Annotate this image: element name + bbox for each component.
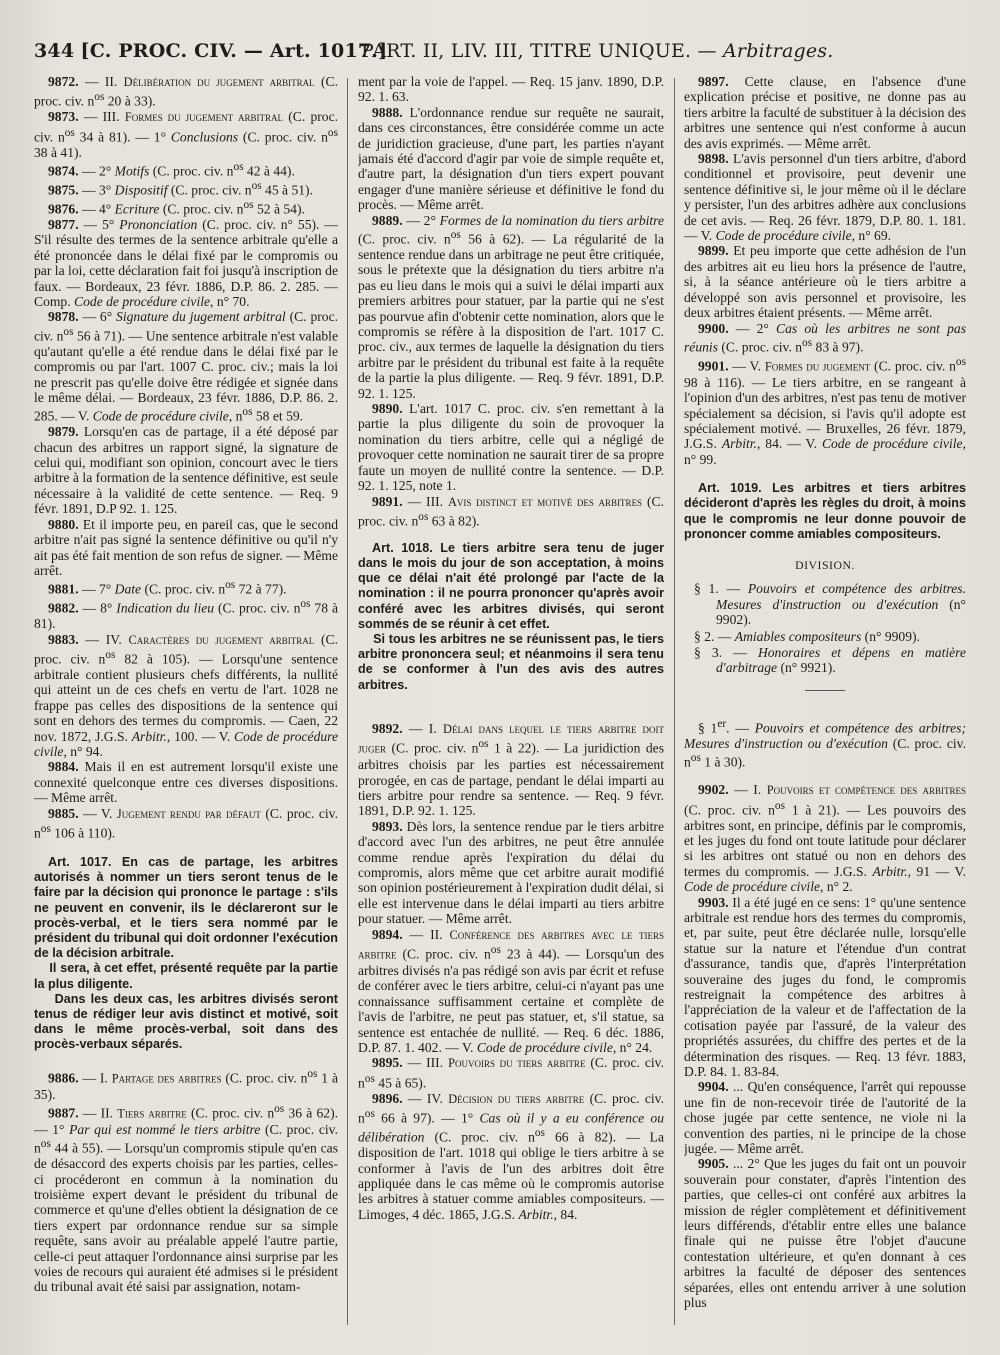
paragraph: 9885. — V. Jugement rendu par défaut (C. proc. civ. $n^{os}$ 106 à 110).	[34, 805, 338, 841]
header-right-italic: Arbitrages.	[722, 40, 834, 62]
section-divider	[805, 690, 845, 691]
column-rule	[674, 78, 675, 1325]
division-item: § 3. — Honoraires et dépens en matière d'arbitrage (n° 9921).	[694, 645, 966, 676]
division-heading: DIVISION.	[795, 558, 855, 573]
division-item: § 2. — Amiables compositeurs (n° 9909).	[694, 628, 920, 644]
statute-article: Art. 1017. En cas de partage, les arbitres autorisés à nommer un tiers seront tenus de le faire par la décision qui prononce le partage : s'ils ne peuvent en convenir, ils le déclareront sur le procès-verbal, et le tiers sera nommé par le président du tribunal qui doit ordonner l'exécution de la décision arbitrale. Il sera, à cet effet, présenté requête par la partie la plus diligente. Dans les deux cas, les arbitres divisés seront tenus de rédiger leur avis distinct et motivé, soit dans le même procès-verbal, soit dans des procès-verbaux séparés.	[34, 854, 338, 1052]
paragraph: 9889. — 2° Formes de la nomination du tiers arbitre (C. proc. civ. $n^{os}$ 56 à 62). — La régularité de la sentence rendue dans un arbitrage ne peut être critiquée, sous le prétexte que la désignation du tiers arbitre n'a pas eu lieu dans le mois qui a suivi le délai imparti aux premiers arbitres pour statuer, par la partie qui ne s'est pas pourvue afin d'obtenir cette nomination, alors que le compromis se réfère à la disposition de l'art. 1017 C. proc. civ., aux termes de laquelle la désignation du tiers arbitre par le président du tribunal est faite à la requête de la partie la plus diligente. — Req. 9 févr. 1891, D.P. 92. 1. 125.	[358, 212, 664, 401]
paragraph: 9875. — 3° Dispositif (C. proc. civ. $n^{os}$ 45 à 51).	[48, 180, 313, 198]
paragraph: 9899. Et peu importe que cette adhésion de l'un des arbitres ait eu lieu hors la présence de l'autre, si, à la séance antérieure où le tiers arbitre a développé son avis personnel et provisoire, les deux arbitres étaient présents. — Même arrêt.	[684, 243, 966, 321]
division-item: § 1. — Pouvoirs et compétence des arbitres. Mesures d'instruction ou d'exécution (n° 9902).	[694, 581, 966, 628]
page-number: 344	[34, 40, 75, 62]
paragraph: 9905. ... 2° Que les juges du fait ont un pouvoir souverain pour constater, d'après l'intention des parties, que celles-ci ont conféré aux arbitres la mission de régler complètement et définitivement leurs différends, d'établir entre elles une balance finale qui ne puisse être l'objet d'aucune contestation ultérieure, et qu'en donnant à ces arbitres la faculté de déposer des sentences séparées, elles ont entendu arriver à une solution plus	[684, 1156, 966, 1311]
spacer	[358, 709, 664, 721]
paragraph: 9891. — III. Avis distinct et motivé des arbitres (C. proc. civ. $n^{os}$ 63 à 82).	[358, 493, 664, 529]
paragraph: 9894. — II. Conférence des arbitres avec le tiers arbitre (C. proc. civ. $n^{os}$ 23 à 44). — Lorsqu'un des arbitres divisés n'a pas rédigé son avis par écrit et refuse de conférer avec le tiers arbitre, celui-ci n'ayant pas une connaissance suffisamment certaine et complète de l'avis de l'arbitre, ne peut pas statuer, et, s'il statue, sa sentence est entachée de nullité. — Req. 6 déc. 1886, D.P. 87. 1. 402. — V. Code de procédure civile, n° 24.	[358, 926, 664, 1056]
paragraph: 9903. Il a été jugé en ce sens: 1° qu'une sentence arbitrale est rendue hors des termes du compromis, et, par suite, peut être déclarée nulle, lorsqu'elle statue sur la nature et l'étendue d'un contrat d'assurance, tandis que, d'après l'interprétation souveraine des juges du fond, le compromis restreignait la compétence des arbitres à l'appréciation de la valeur et de l'affectation de la cotisation payée par l'assuré, de la valeur des propriétés assurées, du chiffre des pertes et de la détermination des risques. — Req. 13 févr. 1883, D.P. 84. 1. 83-84.	[684, 894, 966, 1079]
column-rule	[347, 78, 348, 1325]
paragraph: 9896. — IV. Décision du tiers arbitre (C. proc. civ. $n^{os}$ 66 à 97). — 1° Cas où il y a eu conférence ou délibération (C. proc. civ. $n^{os}$ 66 à 82). — La disposition de l'art. 1018 qui oblige le tiers arbitre à se conformer à l'avis de l'un des arbitres doit être appliquée dans le cas même où le compromis autorise les arbitres à statuer comme amiables compositeurs. — Limoges, 4 déc. 1865, J.G.S. Arbitr., 84.	[358, 1090, 664, 1222]
paragraph: 9895. — III. Pouvoirs du tiers arbitre (C. proc. civ. $n^{os}$ 45 à 65).	[358, 1055, 664, 1091]
paragraph: 9883. — IV. Caractères du jugement arbitral (C. proc. civ. $n^{os}$ 82 à 105). — Lorsqu'une sentence arbitrale contient plusieurs chefs différents, la nullité qui atteint un de ces chefs en vertu de l'art. 1028 ne frappe pas celles des dispositions de la sentence qui sont en dehors des termes du compromis. — Caen, 22 nov. 1872, J.G.S. Arbitr., 100. — V. Code de procédure civile, n° 94.	[34, 631, 338, 759]
text-column-middle	[358, 74, 664, 1335]
header-right-main: PART. II, LIV. III, TITRE UNIQUE. —	[361, 40, 717, 62]
header-right	[361, 40, 833, 62]
text-column-right	[684, 74, 966, 1335]
paragraph: 9884. Mais il en est autrement lorsqu'il existe une connexité quelconque entre ces diverses dispositions. — Même arrêt.	[34, 759, 338, 806]
paragraph: 9887. — II. Tiers arbitre (C. proc. civ. $n^{os}$ 36 à 62). — 1° Par qui est nommé le tiers arbitre (C. proc. civ. $n^{os}$ 44 à 55). — Lorsqu'un compromis stipule qu'en cas de désaccord des experts choisis par les parties, celles-ci procéderont en commun à la nomination du troisième expert devant le président du tribunal de commerce et qu'une d'elles obtient la désignation de ce tiers expert par ordonnance rendue sur sa simple requête, sans avoir au préalable appelé l'autre partie, celle-ci peut attaquer l'ordonnance ainsi surprise par les voies de recours qui auraient été admises si le président du tribunal avait été saisi par assignation, notam-	[34, 1102, 338, 1295]
spacer	[34, 1055, 338, 1067]
paragraph-continuation: ment par la voie de l'appel. — Req. 15 janv. 1890, D.P. 92. 1. 63.	[358, 74, 664, 105]
paragraph: 9882. — 8° Indication du lieu (C. proc. civ. $n^{os}$ 78 à 81).	[34, 598, 338, 632]
paragraph: 9886. — I. Partage des arbitres (C. proc. civ. $n^{os}$ 1 à 35).	[34, 1067, 338, 1102]
paragraph: 9904. ... Qu'en conséquence, l'arrêt qui repousse une fin de non-recevoir tirée de l'autorité de la chose jugée par cette sentence, ne viole ni la convention des parties, ni le principe de la chose jugée. — Même arrêt.	[684, 1079, 966, 1157]
paragraph: 9872. — II. Délibération du jugement arbitral (C. proc. civ. $n^{os}$ 20 à 33).	[34, 74, 338, 109]
paragraph: 9897. Cette clause, en l'absence d'une explication précise et positive, ne donne pas au tiers arbitre la faculté de substituer à la décision des arbitres une sentence qui n'est conforme à aucun des avis exprimés. — Même arrêt.	[684, 74, 966, 151]
paragraph: 9901. — V. Formes du jugement (C. proc. civ. $n^{os}$ 98 à 116). — Le tiers arbitre, en se rangeant à l'opinion d'un des arbitres, n'est pas tenu de motiver spécialement sa décision, si l'avis qu'il adopte est spécialement motivé. — Bruxelles, 26 févr. 1879, J.G.S. Arbitr., 84. — V. Code de procédure civile, n° 99.	[684, 355, 966, 467]
paragraph: 9877. — 5° Prononciation (C. proc. civ. n° 55). — S'il résulte des termes de la sentence arbitrale qu'elle a été prononcée dans le délai fixé par le compromis ou par la loi, cette déclaration fait foi jusqu'à inscription de faux. — Bordeaux, 23 févr. 1886, D.P. 86. 2. 285. — Comp. Code de procédure civile, n° 70.	[34, 216, 338, 309]
text-column-left	[34, 74, 338, 1335]
paragraph: 9880. Et il importe peu, en pareil cas, que le second arbitre n'ait pas signé la sentence définitive ou qu'il n'y ait pas été fait mention de son refus de signer. — Même arrêt.	[34, 516, 338, 578]
paragraph: 9900. — 2° Cas où les arbitres ne sont pas réunis (C. proc. civ. $n^{os}$ 83 à 97).	[684, 320, 966, 355]
header-left: [C. PROC. CIV. — Art. 1017.]	[80, 40, 388, 62]
section-heading: § 1er. — Pouvoirs et compétence des arbitres; Mesures d'instruction ou d'exécution (C. proc. civ. $n^{os}$ 1 à 30).	[684, 717, 966, 770]
paragraph: 9902. — I. Pouvoirs et compétence des arbitres (C. proc. civ. $n^{os}$ 1 à 21). — Les pouvoirs des arbitres sont, en principe, définis par le compromis, et les juges du fond ont toute latitude pour déclarer si les arbitres ont statué ou non en dehors des termes du compromis. — J.G.S. Arbitr., 91 — V. Code de procédure civile, n° 2.	[684, 782, 966, 895]
paragraph: 9893. Dès lors, la sentence rendue par le tiers arbitre d'accord avec l'un des arbitres, ne peut être annulée comme rendue après l'expiration du délai du compromis, alors même que cet arbitre aurait modifié son opinion postérieurement à l'expiration dudit délai, si elle est intervenue dans le délai imparti au tiers arbitre pour statuer. — Même arrêt.	[358, 818, 664, 927]
statute-article: Art. 1019. Les arbitres et tiers arbitres décideront d'après les règles du droit, à moins que le compromis ne leur donne pouvoir de prononcer comme amiables compositeurs.	[684, 481, 966, 541]
paragraph: 9890. L'art. 1017 C. proc. civ. s'en remettant à la partie la plus diligente du soin de provoquer la nomination du tiers arbitre, celle qui a négligé de provoquer cette nomination ne saurait tirer de sa propre faute un moyen de nullité contre la sentence. — D.P. 92. 1. 125, note 1.	[358, 401, 664, 494]
paragraph: 9878. — 6° Signature du jugement arbitral (C. proc. civ. $n^{os}$ 56 à 71). — Une sentence arbitrale n'est valable qu'autant qu'elle a été rendue dans le délai fixé par le compromis ou par l'art. 1007 C. proc. civ.; mais la loi ne prescrit pas qu'elle doive être rédigée et signée dans le même délai. — Bordeaux, 23 févr. 1886, D.P. 86. 2. 285. — V. Code de procédure civile, $n^{os}$ 58 et 59.	[34, 309, 338, 424]
paragraph: 9873. — III. Formes du jugement arbitral (C. proc. civ. $n^{os}$ 34 à 81). — 1° Conclusions (C. proc. civ. $n^{os}$ 38 à 41).	[34, 109, 338, 160]
spacer	[684, 770, 966, 782]
paragraph: 9888. L'ordonnance rendue sur requête ne saurait, dans ces circonstances, être considérée comme un acte de juridiction gracieuse, d'une part, les parties n'ayant jamais été d'accord d'agir par voie de simple requête et, d'autre part, la désignation d'un tiers expert pouvant engager d'une manière sérieuse et définitive le fond du procès. — Même arrêt.	[358, 104, 664, 213]
paragraph: 9892. — I. Délai dans lequel le tiers arbitre doit juger (C. proc. civ. $n^{os}$ 1 à 22). — La juridiction des arbitres choisis par les parties est nécessairement prorogée, en cas de partage, pendant le délai imparti au tiers arbitre pour rendre sa sentence. — Req. 9 févr. 1891, D.P. 92. 1. 125.	[358, 720, 664, 819]
paragraph: 9879. Lorsqu'en cas de partage, il a été déposé par chacun des arbitres un rapport signé, la signature de celui qui, modifiant son opinion, concourt avec le tiers arbitre à la formation de la sentence définitive, est seule nécessaire à la validité de cette sentence. — Req. 9 févr. 1891, D.P 92. 1. 125.	[34, 424, 338, 517]
paragraph: 9874. — 2° Motifs (C. proc. civ. $n^{os}$ 42 à 44).	[48, 161, 295, 179]
paragraph: 9881. — 7° Date (C. proc. civ. $n^{os}$ 72 à 77).	[48, 579, 287, 597]
running-header	[34, 40, 970, 74]
statute-article: Art. 1018. Le tiers arbitre sera tenu de juger dans le mois du jour de son acceptation, à moins que ce délai n'ait été prolongé par l'acte de la nomination : il ne pourra prononcer qu'après avoir conféré avec les arbitres divisés, qui seront sommés de se réunir à cet effet. Si tous les arbitres ne se réunissent pas, le tiers arbitre prononcera seul; et néanmoins il sera tenu de se conformer à l'un des avis des autres arbitres.	[358, 540, 664, 692]
paragraph: 9876. — 4° Ecriture (C. proc. civ. $n^{os}$ 52 à 54).	[48, 198, 305, 217]
paragraph: 9898. L'avis personnel d'un tiers arbitre, d'abord conditionnel et provisoire, peut devenir une sentence définitive si, le jour même où il le déclare y persister, l'un des arbitres adhère aux conclusions de cet avis. — Req. 26 févr. 1879, D.P. 80. 1. 181. — V. Code de procédure civile, n° 69.	[684, 151, 966, 244]
